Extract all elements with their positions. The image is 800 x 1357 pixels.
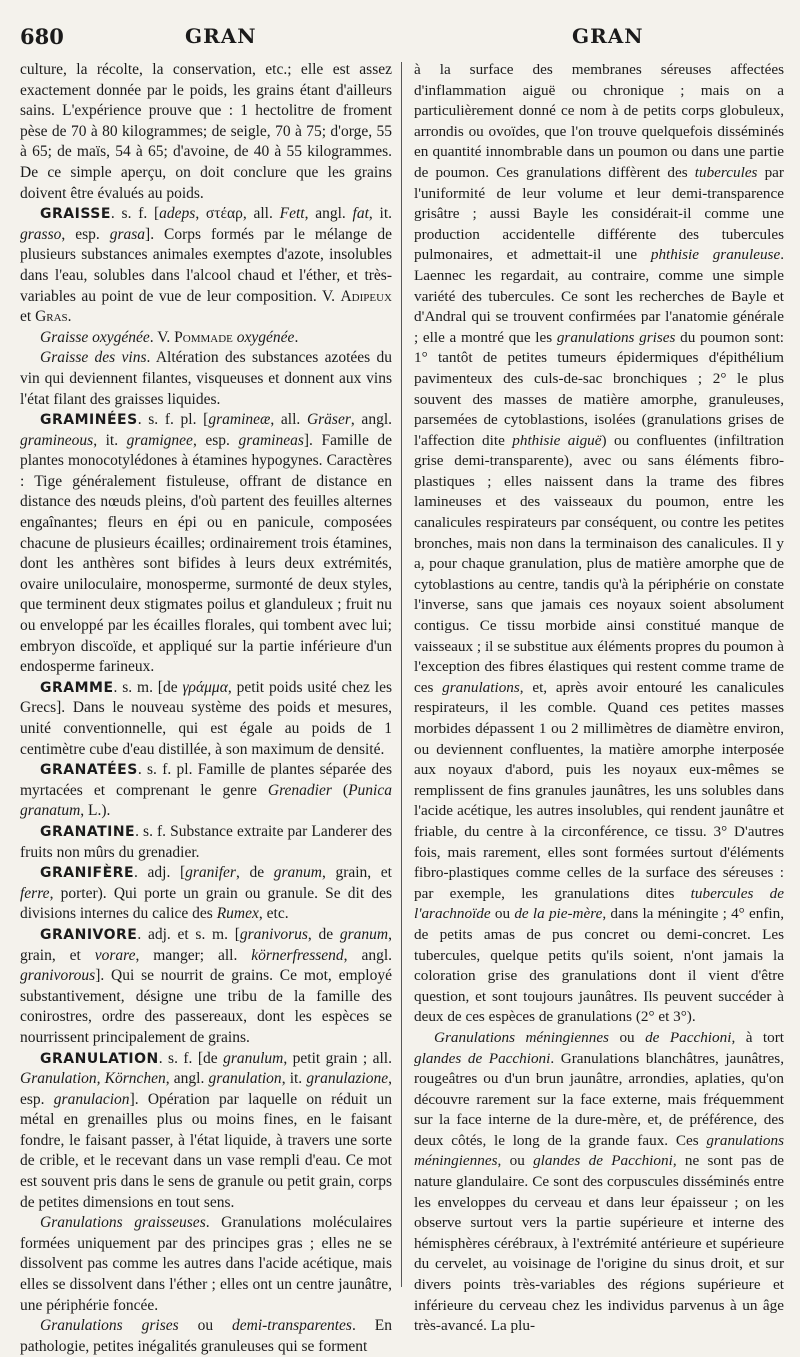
entry-gramme: GRAMME. s. m. [de γράμμα, petit poids usité chez les Grecs]. Dans le nouveau système des poids et mesures, unité conventionnelle, qui est égale au poids de 1 centimètre cube d'eau distillée, à son maximum de densité.	[20, 678, 392, 758]
continuation-paragraph: culture, la récolte, la conservation, etc.; elle est assez exactement donnée par le poids, les grains étant d'ailleurs sains. L'expérience prouve que : 1 hectolitre de froment pèse de 70 à 80 kilogrammes; de seigle, 70 à 75; d'orge, 55 à 65; de maïs, 54 à 65; d'avoine, de 40 à 55 kilogrammes. De ce simple aperçu, on doit conclure que les grains doivent être évalués au poids.	[20, 61, 392, 202]
entry-headword: GRANATINE	[40, 823, 136, 840]
left-column	[20, 60, 392, 1357]
entry-granulation: GRANULATION. s. f. [de granulum, petit grain ; all. Granulation, Körnchen, angl. granulation, it. granulazione, esp. granulacion]. Opération par laquelle on réduit un métal en grenailles plus ou moins fines, en le faisant fondre, le faisant passer, à l'état liquide, à travers une sorte de crible, et le recevant dans un vase rempli d'eau. Ce mot est souvent pris dans le sens de granule ou petit grain, corps de petites dimensions en tout sens.	[20, 1049, 392, 1211]
entry-headword: GRAISSE	[40, 206, 111, 223]
running-headword-right: GRAN	[572, 24, 644, 48]
column-divider	[401, 62, 402, 1287]
entry-granatees: GRANATÉES. s. f. pl. Famille de plantes séparée des myrtacées et comprenant le genre Grenadier (Punica granatum, L.).	[20, 761, 392, 820]
entry-headword: GRAMME	[40, 679, 114, 696]
entry-headword: GRANATÉES	[40, 762, 138, 779]
entry-graminees: GRAMINÉES. s. f. pl. [gramineæ, all. Gräser, angl. gramineous, it. gramignee, esp. gramineas]. Famille de plantes monocotylédones à étamines hypogynes. Caractères : Tige généralement fistuleuse, offrant de distance en distance des nœuds pleins, d'où partent des feuilles alternes engaînantes; fleurs en épi ou en panicule, composées chacune de plusieurs écailles; ordinairement trois étamines, dont les anthères sont bifides à leurs deux extrémités, ovaire uniloculaire, monosperme, surmonté de deux styles, que terminent deux stigmates poilus et glanduleux ; fruit nu ou enveloppé par les écailles florales, qui tombent avec lui; embryon discoïde, et appliqué sur la partie inférieure d'un endosperme farineux.	[20, 411, 392, 676]
subentry-granulations-graisseuses: Granulations graisseuses. Granulations moléculaires formées uniquement par des principes gras ; elles ne se dissolvent pas comme les autres dans l'acide acétique, mais elles se dissolvent dans l'éther ; elles ont un centre jaunâtre, une périphérie foncée.	[20, 1214, 392, 1314]
subentry-granulations-grises: Granulations grises ou demi-transparentes. En pathologie, petites inégalités granuleuses qui se forment	[20, 1317, 392, 1355]
entry-headword: GRANULATION	[40, 1050, 159, 1067]
entry-granatine: GRANATINE. s. f. Substance extraite par Landerer des fruits non mûrs du grenadier.	[20, 822, 392, 861]
continuation-granulations-grises: à la surface des membranes séreuses affectées d'inflammation aiguë ou chronique ; mais on a particulièrement donné ce nom à de petits corps globuleux, arrondis ou ovoïdes, que l'on trouve quelquefois disséminés en quantité innombrable dans un poumon ou dans une partie de poumon. Ces granulations diffèrent des tubercules par l'uniformité de leur volume et leur demi-transparence grisâtre ; aussi Bayle les considérait-il comme une production accidentelle différente des tubercules pulmonaires, et admettait-il une phthisie granuleuse. Laennec les regardait, au contraire, comme une simple variété des tubercules. Ce sont les recherches de Bayle et d'Andral qui se trouvent confirmées par l'anatomie générale ; elle a montré que les granulations grises du poumon sont: 1° tantôt de petites tumeurs épidermiques d'épithélium pavimenteux des culs-de-sac bronchiques ; 2° le plus souvent des masses de matière amorphe, granuleuses, parsemées de cytoblastions, isolées (granulations grises de l'affection dite phthisie aiguë) ou confluentes (infiltration grise demi-transparente), avec ou sans éléments fibro-plastiques ; elles naissent dans la trame des fibres lamineuses et des vaisseaux du poumon, entre les canalicules respirateurs par conséquent, ou contre les petites bronches, mais non dans la terminaison des canalicules. Il y a, pour chaque granulation, plus de matière amorphe que de cytoblastions au centre, tandis qu'à la périphérie on constate l'inverse, sans que jamais ces noyaux soient absolument contigus. Ce tissu morbide ainsi constitué manque de vaisseaux ; il se substitue aux éléments propres du poumon à l'exception des fibres élastiques qui restent comme trame de ces granulations, et, après avoir entouré les canalicules respirateurs, il les comble. Quand ces petites masses morbides dépassent 1 ou 2 millimètres de diamètre environ, ou deviennent confluentes, la matière amorphe interposée aux noyaux d'abord, puis les noyaux eux-mêmes se remplissent de fins granules jaunâtres, les uns solubles dans l'acide acétique, les autres insolubles, qui rendent jaunâtre et friable, du centre à la circonférence, ce tissu. 3° D'autres fois, mais rarement, elles sont formées surtout d'éléments fibro-plastiques comme celles de la surface des séreuses : par exemple, les granulations dites tubercules de l'arachnoïde ou de la pie-mère, dans la méningite ; 4° enfin, de petits amas de pus concret ou demi-concret. Les tubercules, quelque petits qu'ils soient, n'ont jamais la coloration grise des granulations dont il vient d'être question, et sont toujours jaunâtres. Ils peuvent succéder à deux de ces espèces de granulations (2° et 3°).	[414, 61, 785, 1026]
subentry-graisse-des-vins: Graisse des vins. Altération des substances azotées du vin qui deviennent filantes, visqueuses et donnent aux vins l'état filant des graisses liquides.	[20, 349, 393, 408]
entry-headword: GRANIFÈRE	[40, 865, 135, 882]
entry-headword: GRAMINÉES	[40, 412, 138, 429]
subentry-graisse-oxygenee: Graisse oxygénée. V. Pommade oxygénée.	[40, 328, 299, 346]
right-column	[414, 60, 784, 1337]
entry-graisse: GRAISSE. s. f. [adeps, στέαρ, all. Fett, angl. fat, it. grasso, esp. grasa]. Corps formés par le mélange de plusieurs substances animales exemptes d'azote, insolubles dans l'eau, solubles dans l'alcool chaud et l'éther, et très-variables au point de vue de leur composition. V. Adipeux et Gras.	[20, 205, 393, 326]
entry-granivore: GRANIVORE. adj. et s. m. [granivorus, de granum, grain, et vorare, manger; all. körnerfressend, angl. granivorous]. Qui se nourrit de grains. Ce mot, employé substantivement, désigne une tribu de la famille des conirostres, ordre des passereaux, dont les espèces se nourrissent principalement de grains.	[20, 925, 392, 1046]
entry-headword: GRANIVORE	[40, 926, 138, 943]
running-header	[0, 24, 800, 54]
subentry-granulations-meningiennes: Granulations méningiennes ou de Pacchioni, à tort glandes de Pacchioni. Granulations blanchâtres, jaunâtres, rougeâtres ou d'un brun jaunâtre, arrondies, aplaties, qu'on découvre rarement sur la face externe, mais fréquemment sur la face interne de la dure-mère, et, de préférence, des deux côtés, le long de la grande faux. Ces granulations méningiennes, ou glandes de Pacchioni, ne sont pas de nature glandulaire. Ce sont des corpuscules disséminés entre les enveloppes du cerveau et dans leur épaisseur ; on les observe surtout vers la partie supérieure et interne des hémisphères cérébraux, à l'extrémité antérieure et supérieure du cervelet, au voisinage de l'origine du sinus droit, et sur divers points très-variables des régions supérieure et inférieure du cerveau chez les individus parvenus à un âge très-avancé. La plu-	[414, 1028, 785, 1335]
page-number: 680	[20, 24, 64, 49]
running-headword-left: GRAN	[185, 24, 257, 48]
entry-granifere: GRANIFÈRE. adj. [granifer, de granum, grain, et ferre, porter). Qui porte un grain ou granule. Se dit des divisions internes du calice des Rumex, etc.	[20, 864, 392, 923]
